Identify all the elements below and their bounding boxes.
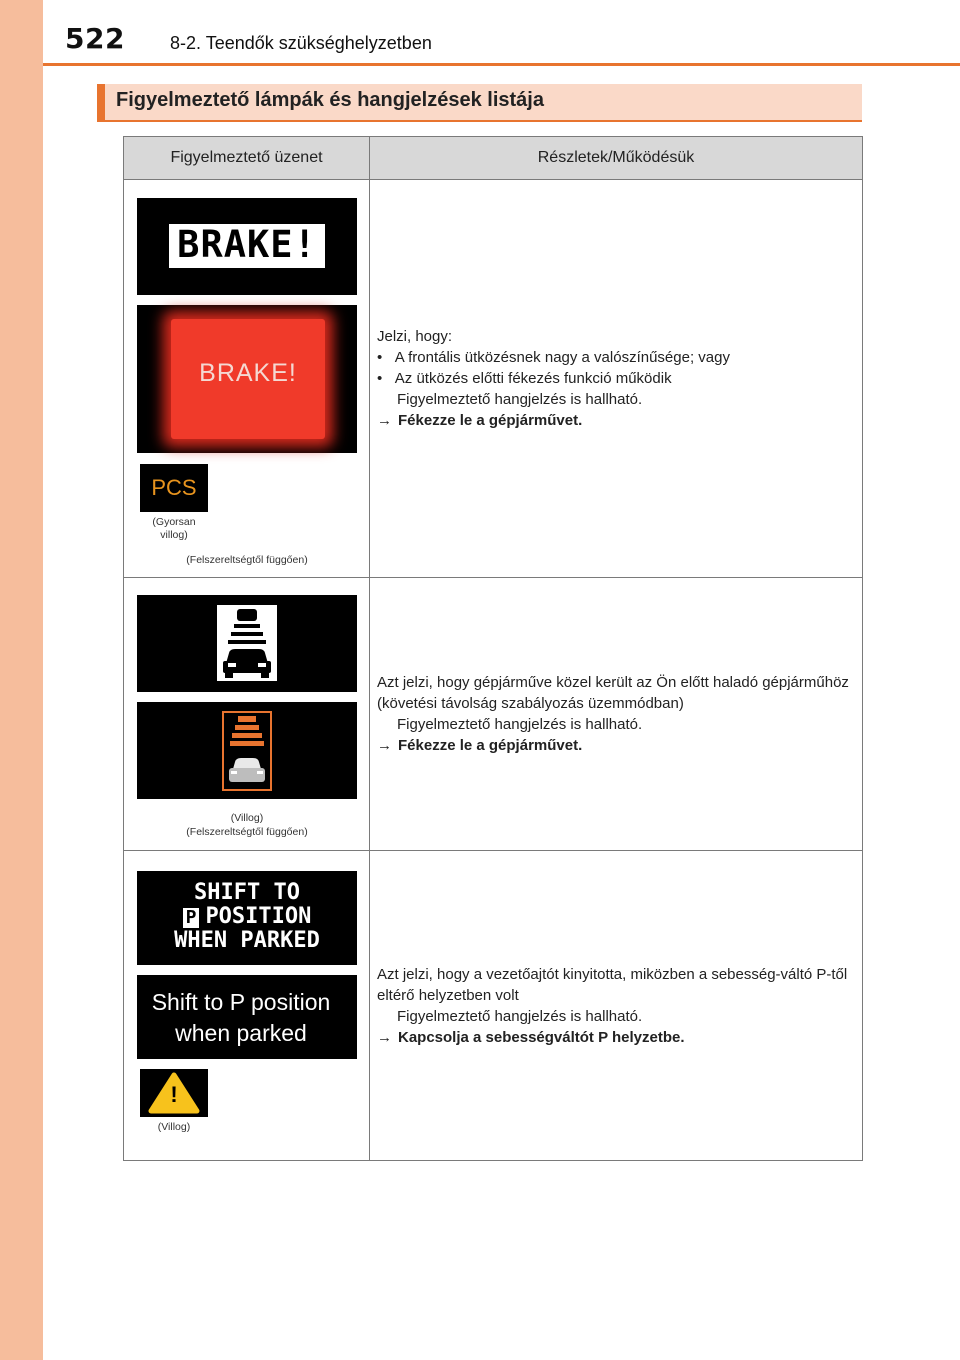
details-sound: Figyelmeztető hangjelzés is hallható. (397, 716, 643, 733)
section-title-text: Figyelmeztető lámpák és hangjelzések listája (116, 89, 544, 111)
warning-details-cell (370, 578, 863, 851)
warning-glyph: ! (170, 1082, 178, 1107)
brake-text-color: BRAKE! (199, 359, 297, 387)
page-number: 522 (65, 22, 125, 55)
table-row (124, 851, 863, 1161)
details-action: → Fékezze le a gépjárművet. (377, 737, 583, 754)
car-rear-icon (137, 595, 357, 692)
brake-display-mono (137, 198, 357, 295)
warning-images-cell (124, 180, 370, 578)
warning-images-cell (124, 851, 370, 1161)
shift-text-color-line2: when parked (175, 1020, 307, 1046)
p-badge: P (183, 908, 200, 928)
header-rule (43, 63, 960, 66)
shift-text-line2: P POSITION (137, 905, 357, 929)
details-bullet: • A frontális ütközésnek nagy a valószínűsége; vagy (377, 349, 730, 366)
pcs-indicator-text: PCS (151, 475, 197, 500)
shift-text-line1: SHIFT TO (194, 880, 300, 905)
side-strip (0, 0, 43, 1360)
warning-table (123, 136, 863, 1161)
details-intro: Azt jelzi, hogy gépjárműve közel került az Ön előtt haladó gépjárműhöz (követési távolság szabályozás üzemmódban) (377, 674, 849, 712)
section-title (97, 84, 862, 122)
shift-text-line3: WHEN PARKED (174, 928, 320, 953)
details-sound: Figyelmeztető hangjelzés is hallható. (397, 1007, 643, 1025)
pcs-note: (Gyorsan villog) (152, 516, 196, 541)
warning-details-cell (370, 851, 863, 1161)
availability-note: (Felszereltségtől függően) (186, 554, 308, 566)
shift-text-color-line1: Shift to P position (151, 989, 331, 1015)
details-bullet: • Az ütközés előtti fékezés funkció működik (377, 370, 672, 387)
warning-indicator (140, 1069, 208, 1117)
table-header-row (124, 137, 863, 180)
distance-display-mono (137, 595, 357, 692)
shift-display-mono (137, 871, 357, 965)
blink-note: (Villog) (157, 1121, 191, 1133)
details-sound: Figyelmeztető hangjelzés is hallható. (397, 391, 643, 408)
car-rear-orange-icon (137, 702, 357, 799)
warning-details-cell (370, 180, 863, 578)
table-row (124, 180, 863, 578)
table-row (124, 578, 863, 851)
details-intro: Azt jelzi, hogy a vezetőajtót kinyitotta, miközben a sebesség-váltó P-től eltérő helyzetben volt (377, 965, 848, 1004)
brake-text-mono: BRAKE! (177, 223, 317, 266)
brake-display-color (137, 305, 357, 453)
details-intro: Jelzi, hogy: (377, 328, 453, 345)
chapter-title: 8-2. Teendők szükséghelyzetben (170, 33, 432, 53)
column-header-message: Figyelmeztető üzenet (124, 137, 370, 180)
details-action: → Fékezze le a gépjárművet. (377, 412, 583, 429)
details-action: → Kapcsolja a sebességváltót P helyzetbe. (377, 1028, 685, 1046)
distance-display-color (137, 702, 357, 799)
shift-display-color (137, 975, 357, 1059)
availability-note: (Felszereltségtől függően) (186, 826, 308, 838)
pcs-indicator (140, 464, 208, 512)
blink-note: (Villog) (230, 812, 264, 824)
column-header-details: Részletek/Működésük (370, 137, 863, 180)
warning-images-cell (124, 578, 370, 851)
section-accent (97, 84, 105, 120)
